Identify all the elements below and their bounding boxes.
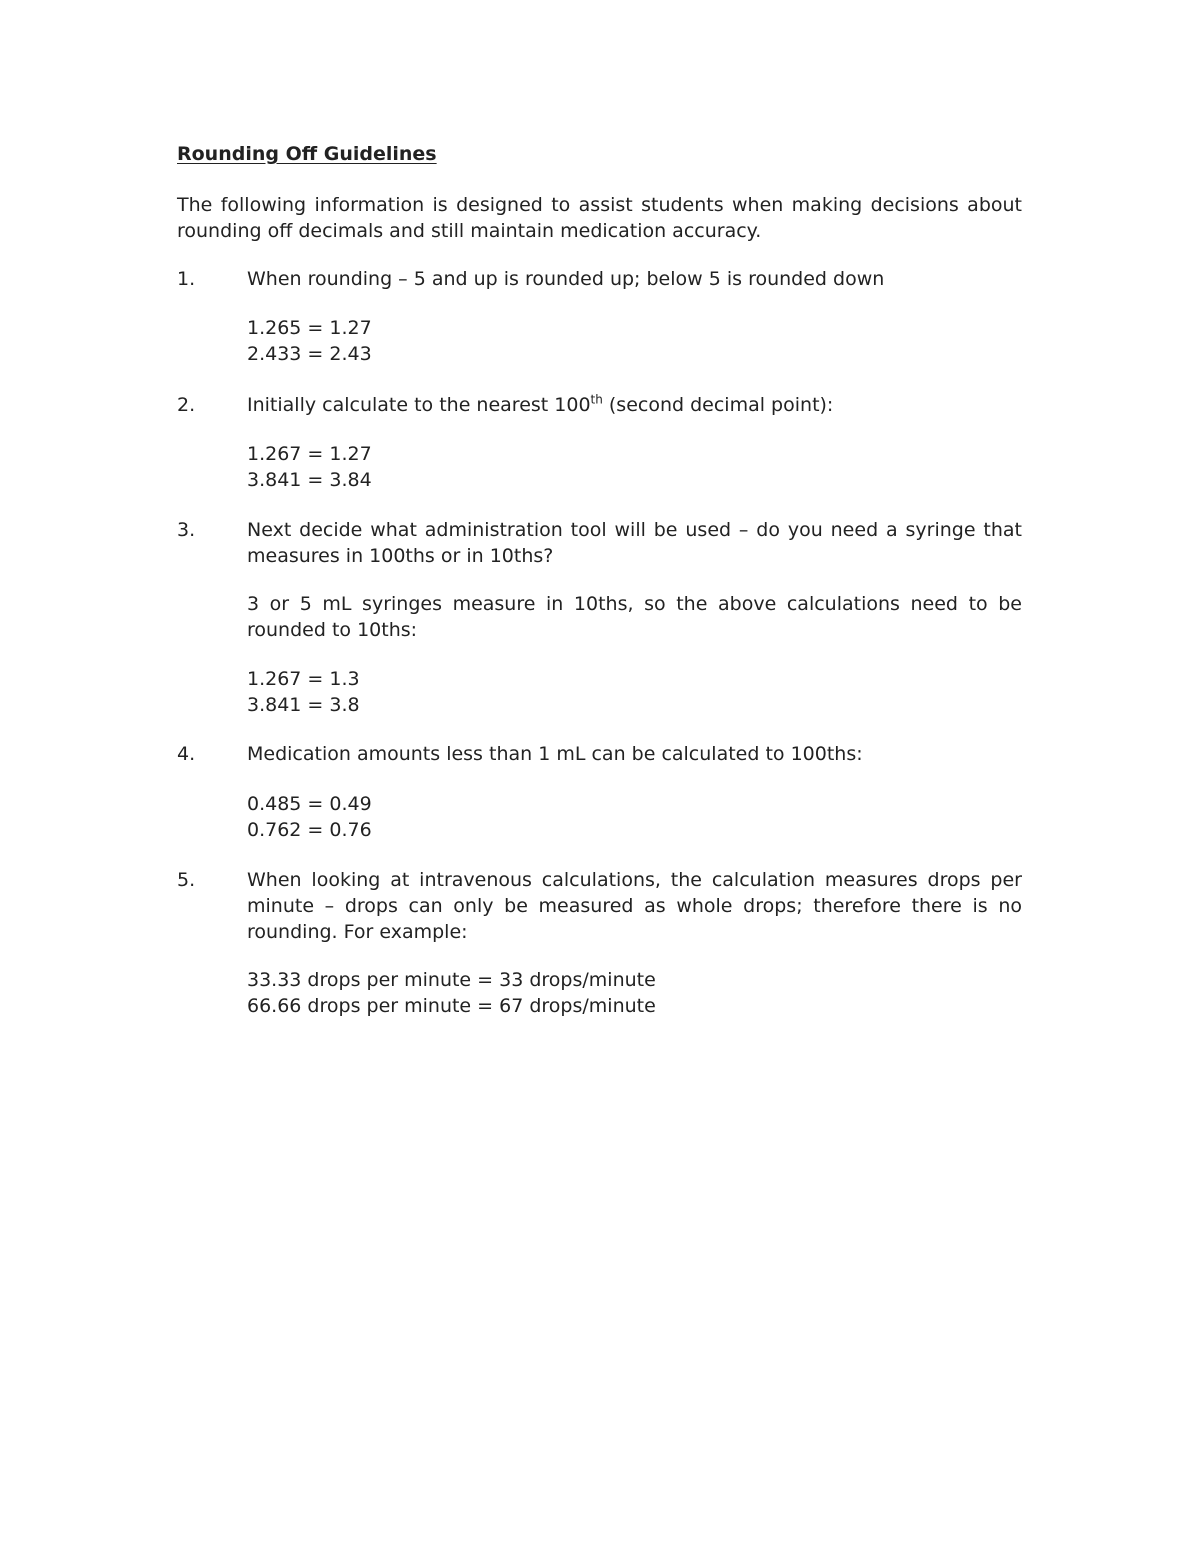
example-line: 1.267 = 1.27 xyxy=(247,443,372,465)
item-number: 5. xyxy=(177,869,196,891)
example-line: 0.485 = 0.49 xyxy=(247,793,372,815)
example-line: 3.841 = 3.84 xyxy=(247,469,372,491)
example-line: 1.267 = 1.3 xyxy=(247,668,360,690)
item-number: 3. xyxy=(177,519,196,541)
item-text: Next decide what administration tool will be used – do you need a syringe that measures in 100ths or in 10ths? xyxy=(247,519,1022,567)
item-number: 4. xyxy=(177,743,196,765)
example-line: 2.433 = 2.43 xyxy=(247,343,372,365)
superscript-th: th xyxy=(590,392,603,407)
example-line: 0.762 = 0.76 xyxy=(247,819,372,841)
item-text: When rounding – 5 and up is rounded up; below 5 is rounded down xyxy=(247,268,885,290)
item-number: 2. xyxy=(177,394,196,416)
page-title: Rounding Off Guidelines xyxy=(177,143,437,165)
intro-paragraph: The following information is designed to assist students when making decisions about rounding off decimals and still maintain medication accuracy. xyxy=(177,194,1022,242)
example-line: 66.66 drops per minute = 67 drops/minute xyxy=(247,995,656,1017)
item-text-secondary: 3 or 5 mL syringes measure in 10ths, so the above calculations need to be rounded to 10ths: xyxy=(247,593,1022,641)
item-text-tail: (second decimal point): xyxy=(602,394,834,416)
example-line: 33.33 drops per minute = 33 drops/minute xyxy=(247,969,656,991)
item-text xyxy=(247,392,1022,418)
example-line: 3.841 = 3.8 xyxy=(247,694,360,716)
item-number: 1. xyxy=(177,268,196,290)
example-line: 1.265 = 1.27 xyxy=(247,317,372,339)
item-text: When looking at intravenous calculations, the calculation measures drops per minute – drops can only be measured as whole drops; therefore there is no rounding. For example: xyxy=(247,869,1022,943)
item-text-main: Initially calculate to the nearest 100 xyxy=(247,394,591,416)
item-text: Medication amounts less than 1 mL can be calculated to 100ths: xyxy=(247,743,863,765)
